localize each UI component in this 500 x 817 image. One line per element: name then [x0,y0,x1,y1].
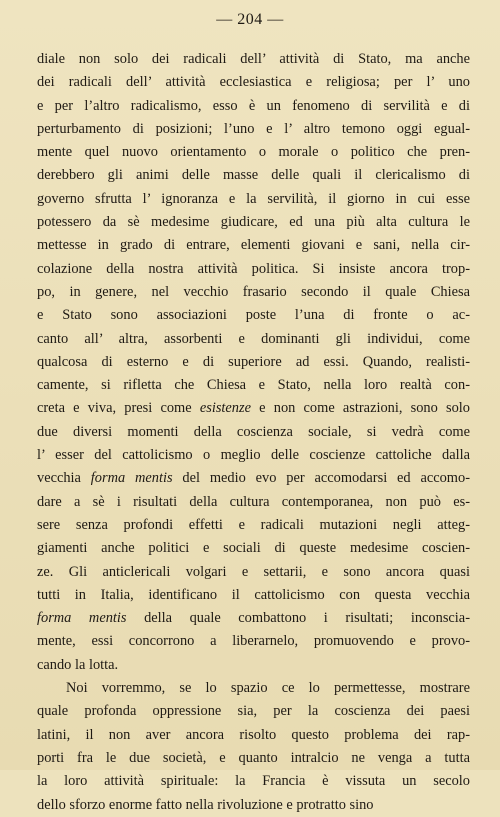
italic-term: forma mentis [90,470,173,487]
text-line [37,537,470,560]
text-run: latini, il non aver ancora risolto questo problema dei rap- [37,726,470,743]
text-line [37,491,470,514]
text-line [37,794,470,817]
page-number: — 204 — [216,11,284,28]
text-run: governo sfrutta l’ ignoranza e la servilità, il giorno in cui esse [37,190,470,207]
text-run: l’ esser del cattolicismo o meglio delle coscienze cattoliche dalla [37,447,470,464]
text-run: dare a sè i risultati della cultura contemporanea, non può es- [37,493,470,510]
text-line [37,258,470,281]
text-run: diale non solo dei radicali dell’ attività di Stato, ma anche [37,51,470,67]
text-run: porti fra le due società, e quanto intralcio ne venga a tutta [37,749,470,766]
text-line [37,561,470,584]
text-line [37,118,470,141]
body-text [37,48,470,817]
text-line [37,444,470,467]
text-line [37,188,470,211]
text-line [37,700,470,723]
text-run: e per l’altro radicalismo, esso è un fenomeno di servilità e di [37,97,470,114]
text-run: derebbero gli animi delle masse delle quali il clericalismo di [37,167,470,184]
italic-term: forma mentis [37,610,127,627]
text-line [37,607,470,630]
text-run: e non come astrazioni, sono solo [250,400,470,417]
text-line [37,514,470,537]
text-run: quale profonda oppressione sia, per la coscienza dei paesi [37,703,470,720]
text-line [37,770,470,793]
italic-term: esistenze [199,400,251,417]
text-line [37,164,470,187]
text-run: creta e viva, presi come [37,400,200,417]
text-run: dei radicali dell’ attività ecclesiastica e religiosa; per l’ uno [37,74,470,91]
text-run: mente, essi concorrono a liberarnelo, promuovendo e provo- [37,633,470,650]
text-run: giamenti anche politici e sociali di queste medesime coscien- [37,540,470,557]
text-line [37,747,470,770]
text-run: due diversi momenti della coscienza sociale, si vedrà come [37,423,470,440]
text-line [37,654,470,677]
text-line [37,71,470,94]
text-run: qualcosa di esterno e di superiore ad essi. Quando, realisti- [37,353,470,370]
text-line [37,211,470,234]
text-line [37,397,470,420]
text-line [37,281,470,304]
text-run: sere senza profondi effetti e radicali mutazioni negli atteg- [37,516,470,533]
text-run: canto all’ altra, assorbenti e dominanti gli individui, come [37,330,470,347]
text-run: perturbamento di posizioni; l’uno e l’ altro temono oggi egual- [37,120,470,137]
paragraph [37,48,470,677]
text-run: vecchia [37,470,91,487]
text-run: della quale combattono i risultati; inconscia- [126,610,470,627]
text-run: la loro attività spirituale: la Francia è vissuta un secolo [37,773,470,790]
text-run: del medio evo per accomodarsi ed accomo- [172,470,470,487]
text-run: cando la lotta. [37,656,119,673]
text-line [37,374,470,397]
text-line [37,630,470,653]
text-line [37,304,470,327]
text-run: ze. Gli anticlericali volgari e settarii, e sono ancora quasi [37,563,470,580]
text-line [37,584,470,607]
text-run: tutti in Italia, identificano il cattolicismo con questa vecchia [37,586,470,603]
text-line [37,48,470,71]
text-line [37,95,470,118]
text-line [37,677,470,700]
text-run: mente quel nuovo orientamento o morale o politico che pren- [37,144,470,161]
text-line [37,234,470,257]
text-line [37,467,470,490]
text-line [37,724,470,747]
text-line [37,141,470,164]
text-line [37,421,470,444]
text-run: camente, si rifletta che Chiesa e Stato, nella loro realtà con- [37,377,470,394]
text-run: potessero da sè medesime giudicare, ed una più alta cultura le [37,214,470,231]
text-run: colazione della nostra attività politica. Si insiste ancora trop- [37,260,470,277]
text-run: Noi vorremmo, se lo spazio ce lo permettesse, mostrare [66,680,470,697]
paragraph [37,677,470,817]
text-run: po, in genere, nel vecchio frasario secondo il quale Chiesa [37,283,470,300]
text-line [37,351,470,374]
text-run: e Stato sono associazioni poste l’una di fronte o ac- [37,307,470,324]
text-run: dello sforzo enorme fatto nella rivoluzione e protratto sino [37,796,374,813]
text-line [37,328,470,351]
text-run: mettesse in grado di entrare, elementi giovani e sani, nella cir- [37,237,470,254]
